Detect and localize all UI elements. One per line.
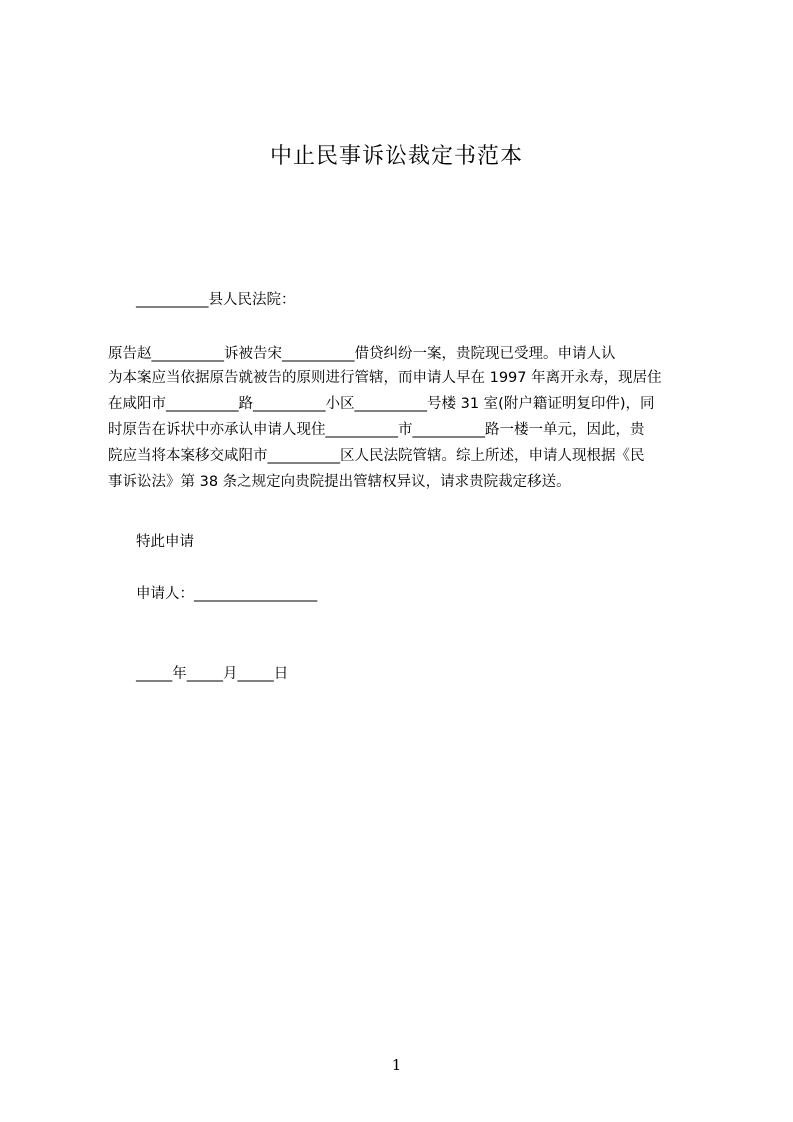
body-line: 时原告在诉状中亦承认申请人现住__________市__________路一楼一单元，因此，贵 bbox=[108, 422, 645, 438]
body-line: 原告赵__________诉被告宋__________借贷纠纷一案，贵院现已受理。申请人认 bbox=[108, 346, 616, 362]
body-paragraph bbox=[108, 344, 708, 494]
body-line: 院应当将本案移交咸阳市__________区人民法院管辖。综上所述，申请人现根据《民 bbox=[108, 448, 645, 464]
page-number: 1 bbox=[391, 1056, 402, 1074]
body-line: 为本案应当依据原告就被告的原则进行管辖，而申请人早在 1997 年离开永寿，现居住 bbox=[108, 370, 662, 386]
addressee-line: __________县人民法院： bbox=[136, 292, 296, 308]
date-line: _____年_____月_____日 bbox=[136, 666, 289, 682]
body-line: 事诉讼法》第 38 条之规定向贵院提出管辖权异议，请求贵院裁定移送。 bbox=[108, 474, 571, 490]
body-line: 在咸阳市__________路__________小区__________号楼 31 室(附户籍证明复印件)，同 bbox=[108, 396, 655, 412]
applicant-signature-line: 申请人：_________________ bbox=[136, 586, 318, 602]
closing-line: 特此申请 bbox=[136, 534, 194, 550]
document-title: 中止民事诉讼裁定书范本 bbox=[269, 144, 523, 169]
